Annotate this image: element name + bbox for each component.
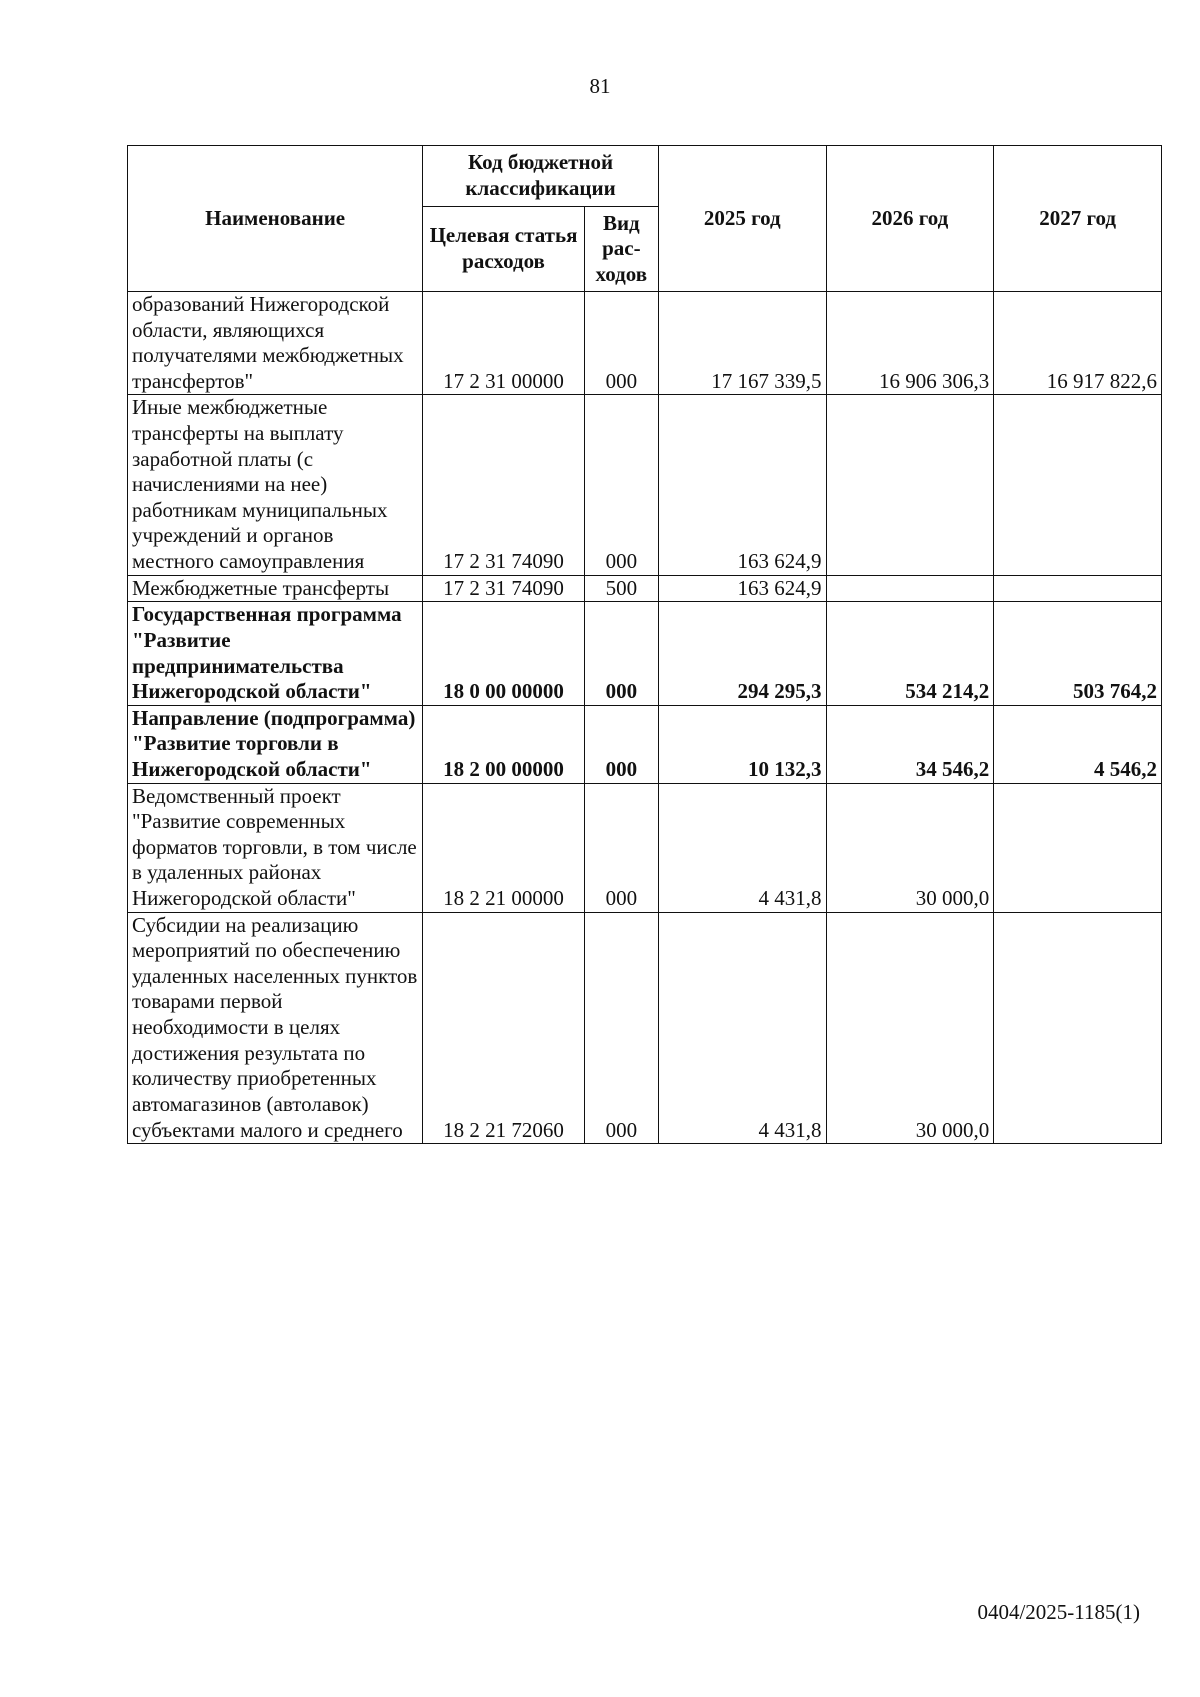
row-name: Субсидии на реализацию мероприятий по обеспечению удаленных населенных пунктов товарами первой необходимости в целях достижения результата по количеству приобретенных автомагазинов (автолавок) субъектами малого и среднего — [128, 912, 423, 1143]
header-2026: 2026 год — [826, 146, 994, 292]
header-2027: 2027 год — [994, 146, 1162, 292]
row-2027 — [994, 575, 1162, 602]
row-vid: 000 — [584, 783, 658, 912]
row-code: 18 2 00 00000 — [423, 705, 585, 783]
document-id: 0404/2025-1185(1) — [977, 1600, 1140, 1624]
row-2026: 534 214,2 — [826, 602, 994, 705]
header-code-group: Код бюджетной классификации — [423, 146, 659, 207]
table-row — [128, 705, 1162, 783]
table-row — [128, 292, 1162, 395]
row-2025: 294 295,3 — [658, 602, 826, 705]
row-code: 17 2 31 74090 — [423, 395, 585, 575]
header-name: Наименование — [128, 146, 423, 292]
row-2025: 163 624,9 — [658, 575, 826, 602]
row-code: 18 2 21 00000 — [423, 783, 585, 912]
row-code: 17 2 31 74090 — [423, 575, 585, 602]
row-vid: 500 — [584, 575, 658, 602]
row-name: Межбюджетные трансферты — [128, 575, 423, 602]
page-number: 81 — [589, 74, 611, 98]
row-name: Иные межбюджетные трансферты на выплату заработной платы (с начислениями на нее) работникам муниципальных учреждений и органов местного самоуправления — [128, 395, 423, 575]
row-2025: 4 431,8 — [658, 912, 826, 1143]
budget-table — [127, 145, 1162, 1144]
table-row — [128, 602, 1162, 705]
row-name: Государственная программа "Развитие предпринимательства Нижегородской области" — [128, 602, 423, 705]
row-2026: 16 906 306,3 — [826, 292, 994, 395]
row-2027 — [994, 395, 1162, 575]
header-expense-type: Вид рас-ходов — [584, 207, 658, 292]
table-row — [128, 575, 1162, 602]
row-2027: 4 546,2 — [994, 705, 1162, 783]
row-2026 — [826, 395, 994, 575]
row-2025: 4 431,8 — [658, 783, 826, 912]
row-name: Направление (подпрограмма) "Развитие торговли в Нижегородской области" — [128, 705, 423, 783]
table-row — [128, 395, 1162, 575]
row-vid: 000 — [584, 705, 658, 783]
row-2027 — [994, 783, 1162, 912]
row-2026: 30 000,0 — [826, 912, 994, 1143]
row-code: 18 0 00 00000 — [423, 602, 585, 705]
row-vid: 000 — [584, 602, 658, 705]
row-2026: 30 000,0 — [826, 783, 994, 912]
row-code: 17 2 31 00000 — [423, 292, 585, 395]
row-code: 18 2 21 72060 — [423, 912, 585, 1143]
row-2025: 10 132,3 — [658, 705, 826, 783]
row-vid: 000 — [584, 395, 658, 575]
header-target-article: Целевая статья расходов — [423, 207, 585, 292]
row-name: образований Нижегородской области, являющихся получателями межбюджетных трансфертов" — [128, 292, 423, 395]
table-row — [128, 783, 1162, 912]
row-2027 — [994, 912, 1162, 1143]
row-2026: 34 546,2 — [826, 705, 994, 783]
table-header-row — [128, 146, 1162, 207]
row-2027: 503 764,2 — [994, 602, 1162, 705]
table-row — [128, 912, 1162, 1143]
row-name: Ведомственный проект "Развитие современных форматов торговли, в том числе в удаленных районах Нижегородской области" — [128, 783, 423, 912]
row-vid: 000 — [584, 292, 658, 395]
row-2025: 17 167 339,5 — [658, 292, 826, 395]
row-2025: 163 624,9 — [658, 395, 826, 575]
row-vid: 000 — [584, 912, 658, 1143]
row-2027: 16 917 822,6 — [994, 292, 1162, 395]
row-2026 — [826, 575, 994, 602]
header-2025: 2025 год — [658, 146, 826, 292]
